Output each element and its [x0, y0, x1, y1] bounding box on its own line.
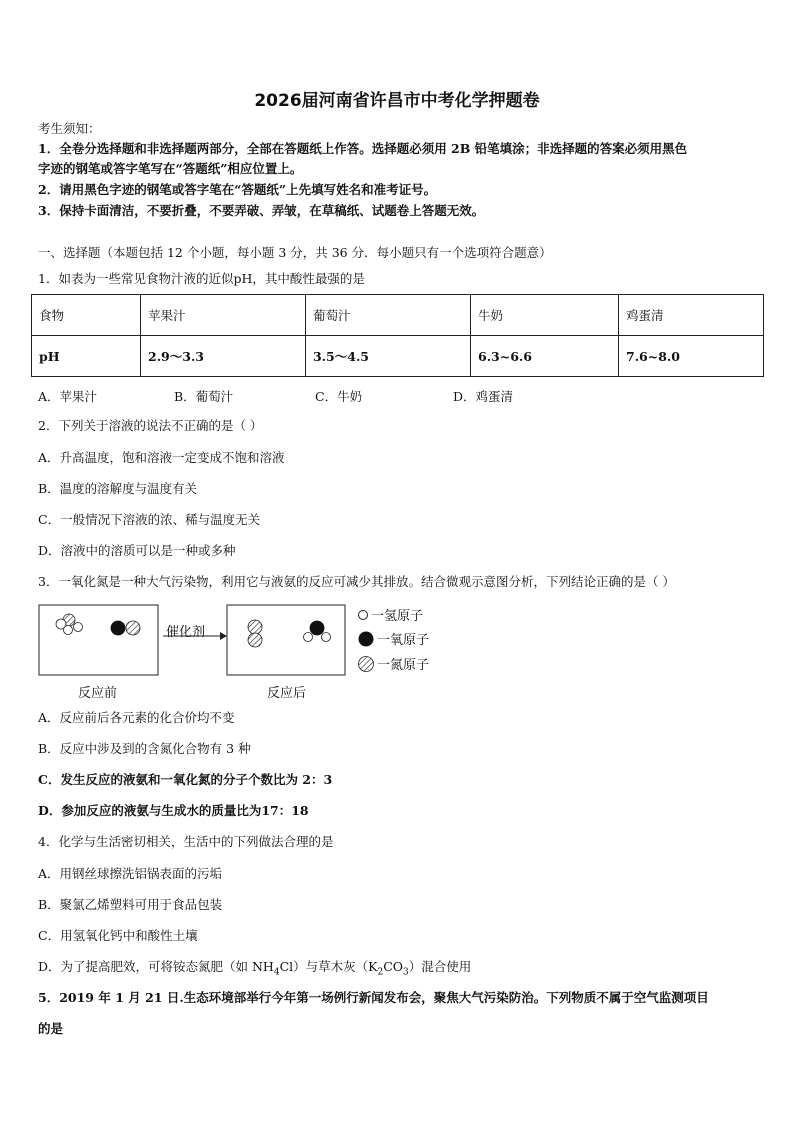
before-label: 反应前	[78, 686, 118, 701]
nitrogen-atom-icon	[357, 655, 375, 673]
hydrogen-atom	[74, 623, 83, 632]
section-heading: 一、选择题（本题包括 12 个小题，每小题 3 分，共 36 分．每小题只有一个选项符合题意）	[38, 245, 552, 260]
notice-item-2: 2．请用黑色字迹的钢笔或答字笔在“答题纸”上先填写姓名和准考证号。	[38, 182, 437, 197]
notice-item-1: 1．全卷分选择题和非选择题两部分，全部在答题纸上作答。选择题必须用 2B 铅笔填涂；非选择题的答案必须用黑色	[38, 141, 688, 156]
q3-option-d: D．参加反应的液氨与生成水的质量比为17：18	[38, 803, 309, 818]
oxygen-atom	[310, 621, 324, 635]
oxygen-atom-icon	[357, 630, 375, 648]
table-row	[32, 295, 764, 336]
oxygen-atom	[111, 621, 125, 635]
q4-option-b: B．聚氯乙烯塑料可用于食品包装	[38, 897, 223, 912]
exam-title: 2026届河南省许昌市中考化学押题卷	[254, 91, 540, 111]
table-cell: 葡萄汁	[306, 295, 471, 336]
question-2-stem: 2．下列关于溶液的说法不正确的是（ ）	[38, 418, 263, 433]
after-label: 反应后	[267, 686, 307, 701]
arrow-head	[220, 632, 227, 640]
nitrogen-atom	[248, 633, 262, 647]
hydrogen-atom	[322, 633, 331, 642]
legend-oxygen-label: 一氧原子	[377, 633, 430, 648]
hydrogen-atom	[64, 626, 73, 635]
question-4-stem: 4．化学与生活密切相关，生活中的下列做法合理的是	[38, 834, 334, 849]
q1-option-d: D．鸡蛋清	[453, 389, 514, 404]
table-cell: 3.5～4.5	[306, 336, 471, 377]
question-1-stem: 1．如表为一些常见食物汁液的近似pH，其中酸性最强的是	[38, 271, 365, 286]
legend-hydrogen-label: 一氢原子	[371, 609, 424, 624]
legend-nitrogen	[357, 654, 429, 673]
q2-option-c: C．一般情况下溶液的浓、稀与温度无关	[38, 512, 261, 527]
nitrogen-atom	[248, 620, 262, 634]
legend-oxygen	[357, 629, 429, 648]
q1-option-b: B．葡萄汁	[174, 389, 234, 404]
q2-option-d: D．溶液中的溶质可以是一种或多种	[38, 543, 236, 558]
before-box	[39, 605, 158, 675]
q2-option-b: B．温度的溶解度与温度有关	[38, 481, 198, 496]
question-3-stem: 3．一氧化氮是一种大气污染物，利用它与液氨的反应可减少其排放。结合微观示意图分析，下列结论正确的是（ ）	[38, 574, 675, 589]
table-cell: 7.6~8.0	[619, 336, 764, 377]
table-cell: 鸡蛋清	[619, 295, 764, 336]
q1-option-c: C．牛奶	[315, 389, 363, 404]
notice-item-3: 3．保持卡面清洁，不要折叠，不要弄破、弄皱，在草稿纸、试题卷上答题无效。	[38, 203, 485, 218]
table-cell: pH	[32, 336, 141, 377]
q3-option-c: C．发生反应的液氨和一氧化氮的分子个数比为 2：3	[38, 772, 333, 787]
table-cell: 苹果汁	[141, 295, 306, 336]
notice-item-1-cont: 字迹的钢笔或答字笔写在“答题纸”相应位置上。	[38, 161, 303, 176]
hydrogen-atom-icon	[357, 609, 369, 621]
q2-option-a: A．升高温度，饱和溶液一定变成不饱和溶液	[38, 450, 285, 465]
nitrogen-atom	[126, 621, 140, 635]
q3-option-a: A．反应前后各元素的化合价均不变	[38, 710, 235, 725]
q4-option-a: A．用钢丝球擦洗铝锅表面的污垢	[38, 866, 223, 881]
q4-option-c: C．用氢氧化钙中和酸性土壤	[38, 928, 198, 943]
table-cell: 牛奶	[471, 295, 619, 336]
table-cell: 6.3~6.6	[471, 336, 619, 377]
notice-heading: 考生须知：	[38, 121, 101, 136]
q4-option-d: D．为了提高肥效，可将铵态氮肥（如 $NH_4Cl$）与草木灰$(K_2CO_3)$混合使用	[38, 959, 472, 978]
table-cell: 食物	[32, 295, 141, 336]
question-5-stem-cont: 的是	[38, 1021, 64, 1036]
table-cell: 2.9～3.3	[141, 336, 306, 377]
table-row	[32, 336, 764, 377]
hydrogen-atom	[304, 633, 313, 642]
legend-hydrogen	[357, 605, 423, 624]
ph-table	[31, 294, 764, 377]
catalyst-label: 催化剂	[166, 625, 206, 640]
legend-nitrogen-label: 一氮原子	[377, 658, 430, 673]
question-5-stem: 5．2019 年 1 月 21 日.生态环境部举行今年第一场例行新闻发布会，聚焦大气污染防治。下列物质不属于空气监测项目	[38, 990, 709, 1005]
q1-option-a: A．苹果汁	[38, 389, 98, 404]
q3-option-b: B．反应中涉及到的含氮化合物有 3 种	[38, 741, 251, 756]
